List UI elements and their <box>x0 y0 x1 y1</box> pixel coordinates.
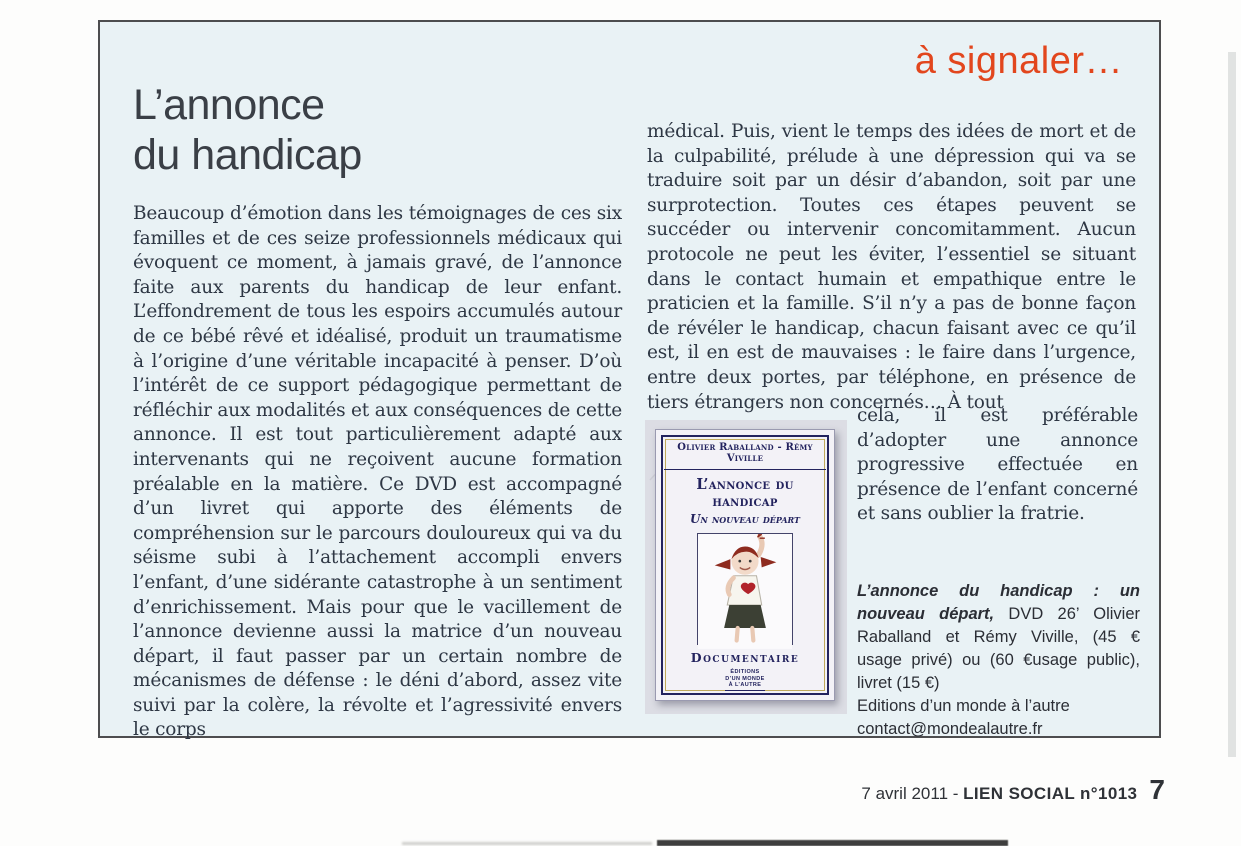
scan-artifact-smudge <box>402 842 652 845</box>
caption-body: DVD 26’ Olivier Raballand et Rémy Viville, (45 € usage privé) ou (60 €usage public), livret (15 €) <box>857 605 1140 692</box>
girl-illustration-icon <box>698 534 792 649</box>
article-panel <box>98 20 1161 741</box>
footer-journal-name: LIEN SOCIAL n°1013 <box>963 784 1138 803</box>
article-column-left: Beaucoup d’émotion dans les témoignages de ces six familles et de ces seize professionnels médicaux qui évoquent ce moment, à jamais gravé, de l’annonce faite aux parents du handicap de leur enfant. L’effondrement de tous les espoirs accumulés autour de ce bébé rêvé et idéalisé, produit un traumatisme à l’origine d’une véritable incapacité à penser. D’où l’intérêt de ce support pédagogique permettant de réfléchir aux modalités et aux conséquences de cette annonce. Il est tout particulièrement adapté aux intervenants qui ne reçoivent aucune formation préalable en la matière. Ce DVD est accompagné d’un livret qui apporte des éléments de compréhension sur le parcours douloureux qui va du séisme subi à l’attachement accompli envers l’enfant, d’une sidérante catastrophe à un sentiment d’enrichissement. Mais pour que le vacillement de l’annonce devienne aussi la matrice d’un nouveau départ, il faut passer par un certain nombre de mécanismes de défense : le déni d’abord, assez vite suivi par la colère, la révolte et l’agressivité envers le corps <box>133 203 622 741</box>
cover-subtitle: Un nouveau départ <box>689 512 800 526</box>
footer-page-number: 7 <box>1149 774 1165 805</box>
section-header: à signaler… <box>914 40 1123 82</box>
cover-genre: Documentaire <box>690 650 800 665</box>
caption-title: L’annonce du handicap : un nouveau départ, <box>857 582 1140 623</box>
scan-edge-band <box>1228 52 1236 757</box>
article-column-right: médical. Puis, vient le temps des idées de mort et de la culpabilité, prélude à une dépression qui va se traduire soit par un désir d’abandon, soit par une surprotection. Toutes ces étapes peuvent se succéder ou intervenir concomitamment. Aucun protocole ne peut les éviter, l’essentiel se situant dans le contact humain et empathique entre le praticien et la famille. S’il n’y a pas de bonne façon de révéler le handicap, chacun faisant avec ce qu’il est, il en est de mauvaises : le faire dans l’urgence, entre deux portes, par téléphone, en présence de tiers étrangers non concernés… À tout <box>647 121 1136 413</box>
contact-email: contact@mondealautre.fr <box>857 720 1043 738</box>
caption-publisher: Editions d’un monde à l’autre <box>857 697 1070 715</box>
article-title <box>133 80 362 180</box>
page-footer <box>861 774 1165 806</box>
cover-publisher-logo <box>725 669 764 691</box>
article-title-line2: du handicap <box>133 131 362 179</box>
photo-caption <box>857 580 1140 741</box>
publisher-line: À L’AUTRE <box>728 682 762 688</box>
article-title-line1: L’annonce <box>133 81 325 129</box>
dvd-cover-illustration <box>697 533 793 645</box>
footer-date: 7 avril 2011 - <box>861 784 964 803</box>
cover-content <box>662 434 828 696</box>
publisher-line: D’UN MONDE <box>725 675 765 682</box>
article-column-right-wrap: cela, il est préférable d’adopter une annonce progressive effectuée en présence de l’enfant concerné et sans oublier la fratrie. <box>857 405 1138 525</box>
dvd-cover-photo <box>645 420 847 714</box>
scan-artifact-bar <box>657 840 1008 846</box>
cover-title: L’annonce du handicap <box>696 476 794 510</box>
cover-authors: Olivier Raballand - Rémy Viville <box>664 434 826 470</box>
publisher-line: ÉDITIONS <box>730 669 760 675</box>
dvd-cover <box>655 429 835 701</box>
